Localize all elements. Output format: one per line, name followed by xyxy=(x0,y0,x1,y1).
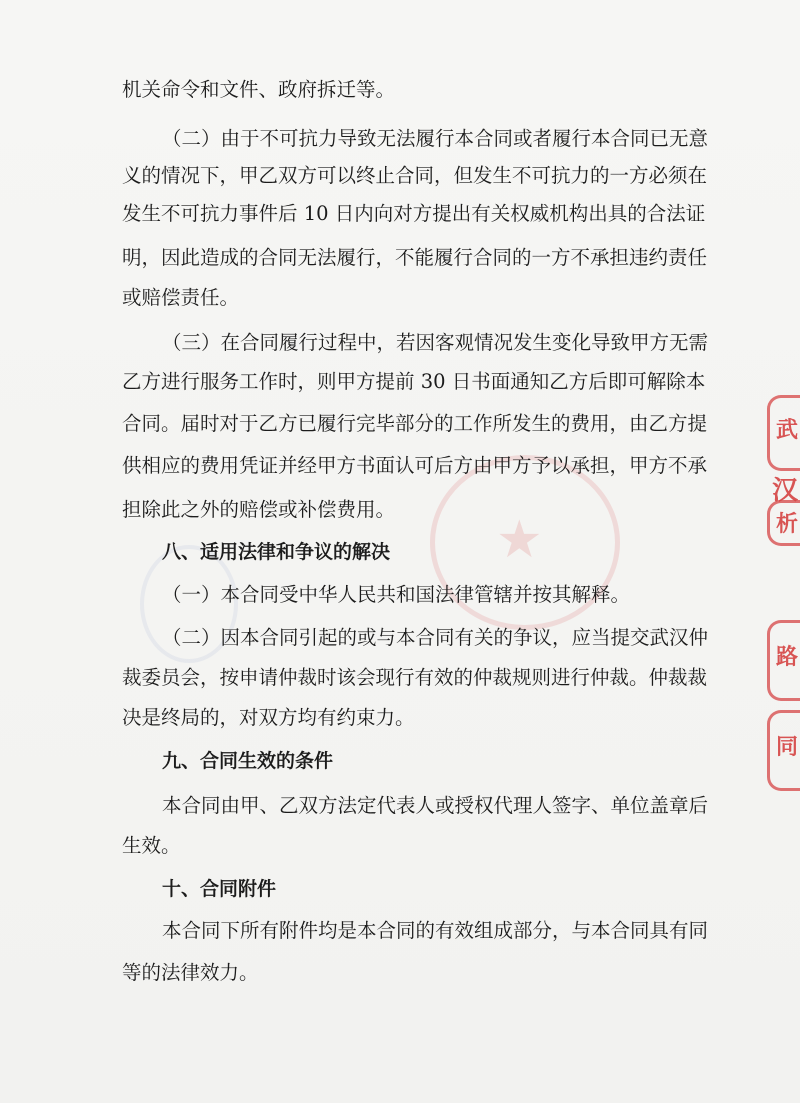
paragraph-line: 机关命令和文件、政府拆迁等。 xyxy=(122,78,396,101)
paragraph-line: 供相应的费用凭证并经甲方书面认可后方由甲方予以承担，甲方不承 xyxy=(122,454,708,477)
seal-char: 汉 xyxy=(771,476,798,506)
section-heading: 十、合同附件 xyxy=(162,878,277,900)
paging-seal xyxy=(766,395,800,785)
paragraph-line: 生效。 xyxy=(122,834,181,857)
seal-char: 同 xyxy=(775,735,798,760)
paragraph-line: 明，因此造成的合同无法履行，不能履行合同的一方不承担违约责任 xyxy=(122,246,708,269)
paragraph-line: 决是终局的，对双方均有约束力。 xyxy=(122,706,415,729)
paragraph-line: 发生不可抗力事件后 10 日内向对方提出有关权威机构出具的合法证 xyxy=(122,202,706,225)
seal-star-icon: ★ xyxy=(496,510,543,570)
paragraph-line: （二）由于不可抗力导致无法履行本合同或者履行本合同已无意 xyxy=(162,127,709,150)
seal-char: 路 xyxy=(775,645,798,670)
paragraph-line: 本合同由甲、乙双方法定代表人或授权代理人签字、单位盖章后 xyxy=(162,794,709,817)
seal-char: 析 xyxy=(775,512,798,537)
paragraph-line: 担除此之外的赔偿或补偿费用。 xyxy=(122,498,396,521)
paragraph-line: 裁委员会，按申请仲裁时该会现行有效的仲裁规则进行仲裁。仲裁裁 xyxy=(122,666,708,689)
paragraph-line: 本合同下所有附件均是本合同的有效组成部分，与本合同具有同 xyxy=(162,919,709,942)
paragraph-line: （二）因本合同引起的或与本合同有关的争议，应当提交武汉仲 xyxy=(162,626,709,649)
paragraph-line: （三）在合同履行过程中，若因客观情况发生变化导致甲方无需 xyxy=(162,331,709,354)
paragraph-line: 乙方进行服务工作时，则甲方提前 30 日书面通知乙方后即可解除本 xyxy=(122,370,706,393)
paragraph-line: 义的情况下，甲乙双方可以终止合同，但发生不可抗力的一方必须在 xyxy=(122,164,708,187)
paragraph-line: （一）本合同受中华人民共和国法律管辖并按其解释。 xyxy=(162,583,631,606)
section-heading: 九、合同生效的条件 xyxy=(162,750,334,772)
paragraph-line: 等的法律效力。 xyxy=(122,961,259,984)
paragraph-line: 合同。届时对于乙方已履行完毕部分的工作所发生的费用，由乙方提 xyxy=(122,412,708,435)
section-heading: 八、适用法律和争议的解决 xyxy=(162,541,391,563)
paragraph-line: 或赔偿责任。 xyxy=(122,286,240,309)
seal-char: 武 xyxy=(775,418,798,443)
